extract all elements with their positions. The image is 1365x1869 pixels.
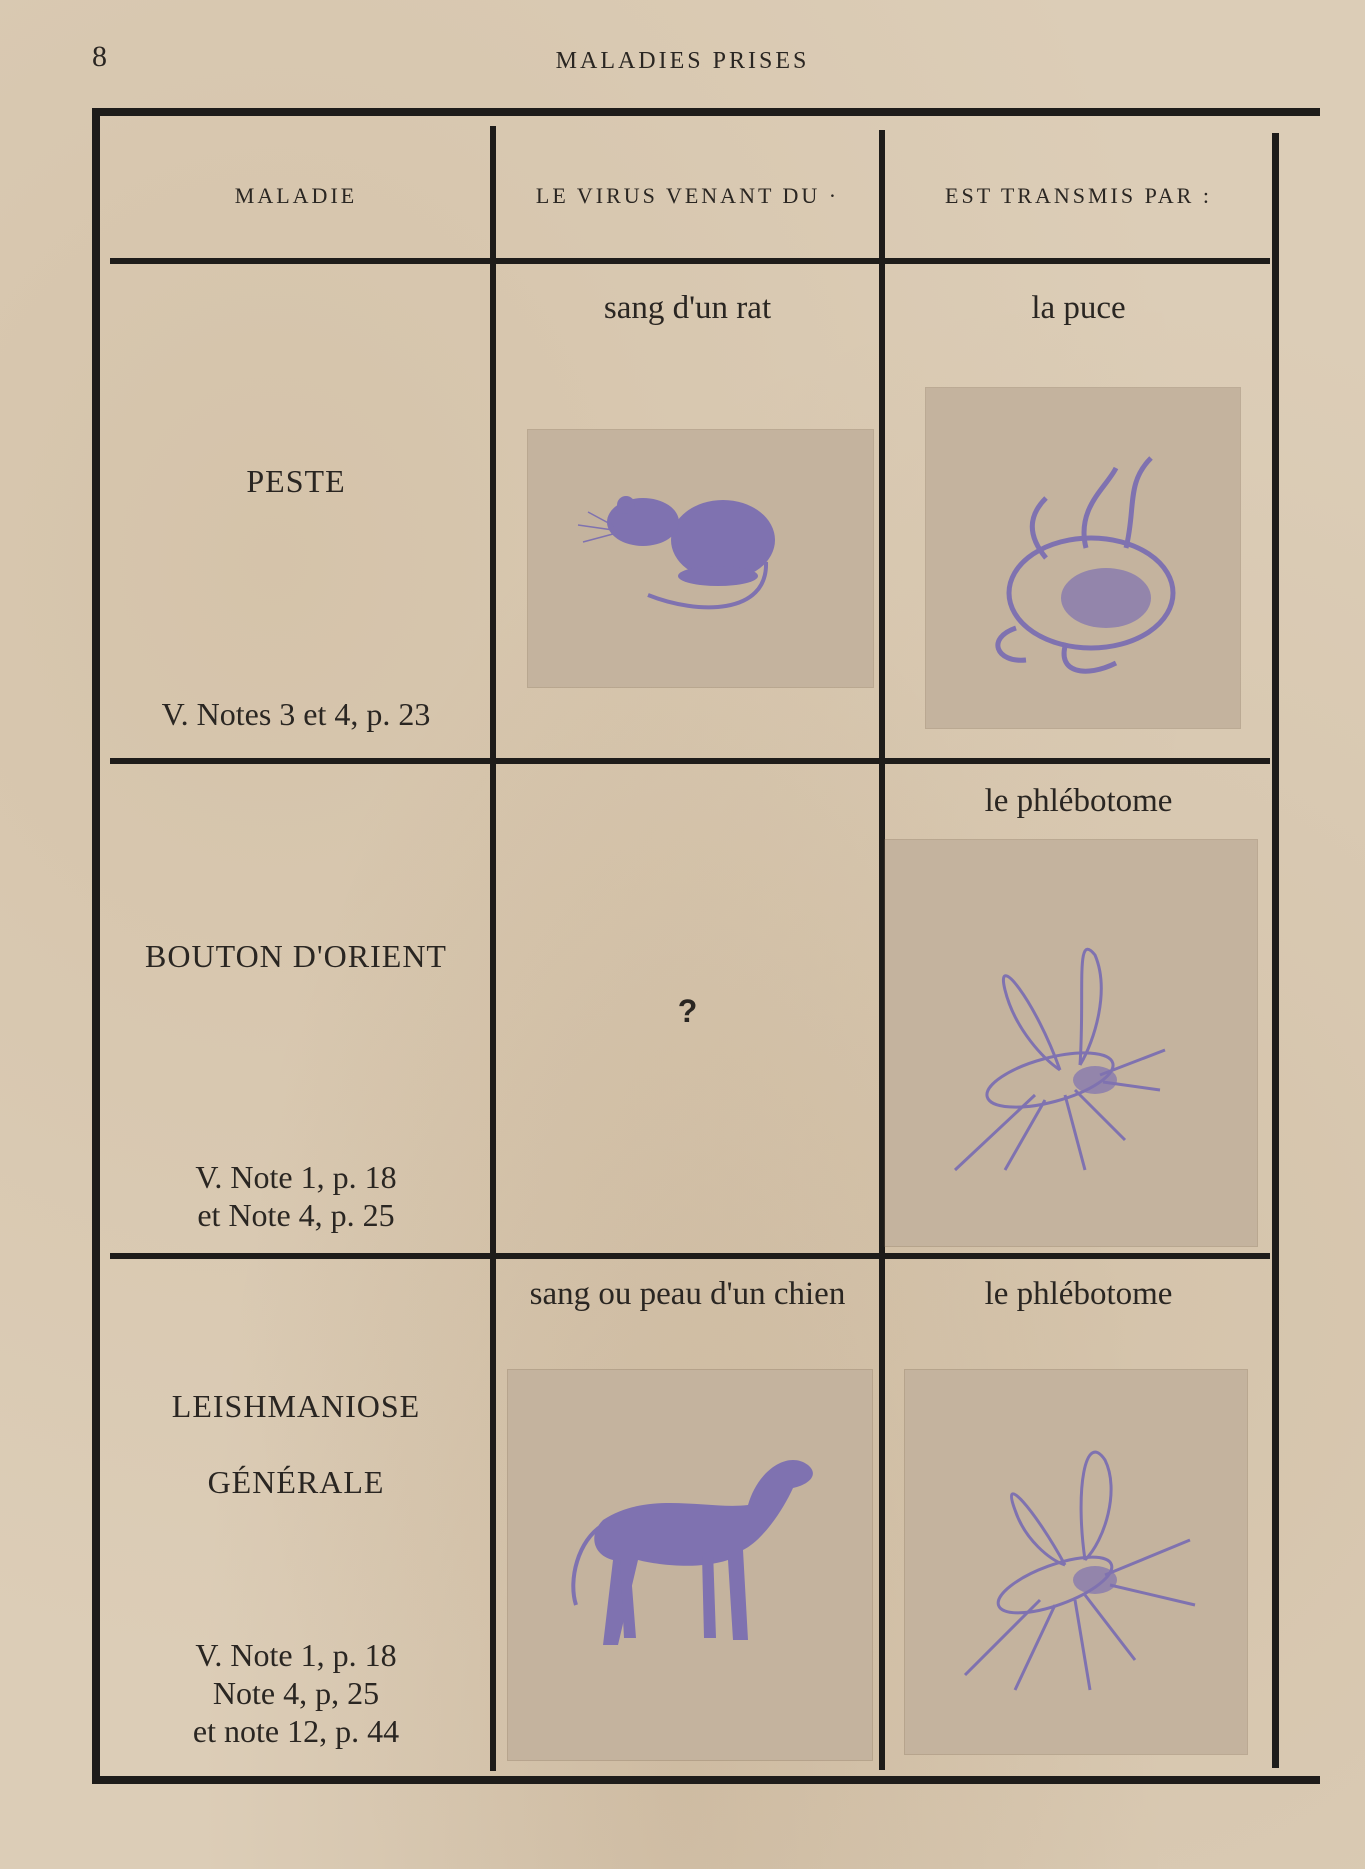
disease-name: LEISHMANIOSE <box>171 1388 421 1424</box>
rat-icon <box>528 430 873 687</box>
dog-plate <box>508 1370 872 1760</box>
disease-name: GÉNÉRALE <box>207 1464 385 1500</box>
header-transmitted-by: EST TRANSMIS PAR : <box>945 183 1212 208</box>
table-bottom-border <box>92 1776 1320 1784</box>
column-divider-1 <box>490 126 496 1771</box>
note-reference: Note 4, p, 25 <box>212 1675 380 1711</box>
note-reference: et Note 4, p. 25 <box>197 1197 395 1233</box>
row-divider-2 <box>110 1253 1270 1259</box>
source-caption: sang d'un rat <box>603 290 772 326</box>
dog-icon <box>508 1370 872 1760</box>
running-head: MALADIES PRISES <box>555 48 810 74</box>
note-reference: et note 12, p. 44 <box>192 1713 400 1749</box>
page-number: 8 <box>92 40 107 73</box>
vector-caption: le phlébotome <box>984 783 1173 819</box>
header-divider <box>110 258 1270 264</box>
sandfly-plate <box>905 1370 1247 1754</box>
flea-plate <box>926 388 1240 728</box>
sandfly-plate <box>885 840 1257 1246</box>
sandfly-icon <box>885 840 1257 1246</box>
disease-table <box>92 108 1320 1788</box>
table-right-border <box>1272 133 1279 1768</box>
disease-name: PESTE <box>246 463 346 499</box>
header-maladie: MALADIE <box>234 183 358 208</box>
source-caption: sang ou peau d'un chien <box>529 1276 846 1312</box>
disease-name: BOUTON D'ORIENT <box>145 938 447 974</box>
table-top-border <box>92 108 1320 116</box>
unknown-source-mark: ? <box>677 993 698 1029</box>
table-left-border <box>92 108 100 1784</box>
note-reference: V. Note 1, p. 18 <box>195 1637 397 1673</box>
rat-plate <box>528 430 873 687</box>
vector-caption: la puce <box>1031 290 1126 326</box>
sandfly-icon <box>905 1370 1247 1754</box>
flea-icon <box>926 388 1240 728</box>
row-divider-1 <box>110 758 1270 764</box>
header-virus-source: LE VIRUS VENANT DU · <box>535 183 840 208</box>
vector-caption: le phlébotome <box>984 1276 1173 1312</box>
note-reference: V. Note 1, p. 18 <box>195 1159 397 1195</box>
note-reference: V. Notes 3 et 4, p. 23 <box>161 696 431 732</box>
